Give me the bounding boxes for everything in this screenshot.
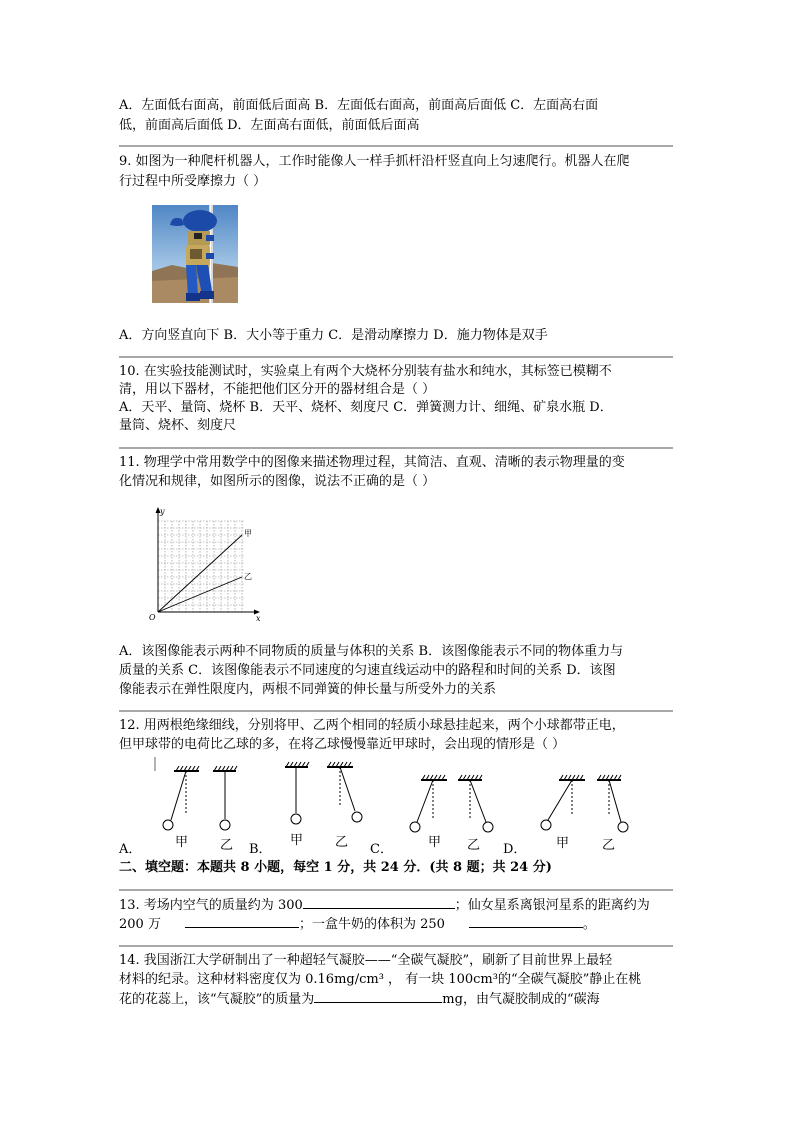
- q9-options: A．方向竖直向下 B．大小等于重力 C．是滑动摩擦力 D．施力物体是双手: [119, 328, 548, 343]
- q11-stem-line2: 化情况和规律，如图所示的图像，说法不正确的是（ ）: [119, 474, 436, 489]
- q11-options-line1: A．该图像能表示两种不同物质的质量与体积的关系 B．该图像能表示不同的物体重力与: [119, 644, 624, 659]
- q14-line3: [119, 989, 679, 1010]
- x-axis-label: x: [256, 614, 261, 623]
- option-a-figure: [155, 757, 237, 830]
- option-d-ball-jia: 甲: [556, 836, 570, 851]
- q14-text-1: 花的花蕊上，该“气凝胶”的质量为: [119, 992, 315, 1007]
- option-b-figure: [285, 762, 362, 824]
- q13-answer-blank-2[interactable]: [185, 914, 299, 928]
- option-d-ball-yi: 乙: [602, 838, 616, 853]
- graph-grid: [158, 521, 244, 612]
- q13-line1: [119, 895, 679, 916]
- divider: [119, 356, 673, 358]
- q12-option-c-label: C．: [370, 842, 393, 857]
- q8-options-line1: A．左面低右面高，前面低后面高 B．左面低右面高，前面高后面低 C．左面高右面: [119, 98, 599, 113]
- option-a-ball-yi: 乙: [220, 838, 234, 853]
- q14-answer-blank-1[interactable]: [314, 989, 442, 1003]
- q10-stem-line2: 清，用以下器材，不能把他们区分开的器材组合是（ ）: [119, 382, 436, 397]
- q13-text-1: 13. 考场内空气的质量约为 300: [119, 898, 303, 913]
- q9-stem-line1: 9. 如图为一种爬杆机器人，工作时能像人一样手抓杆沿杆竖直向上匀速爬行。机器人在爬: [119, 154, 630, 169]
- origin-label: O: [149, 613, 156, 622]
- q13-text-2: ；仙女星系离银河星系的距离约为: [454, 898, 650, 913]
- q12-stem-line2: 但甲球带的电荷比乙球的多，在将乙球慢慢靠近甲球时，会出现的情形是（ ）: [119, 737, 566, 752]
- q10-options-line1: A．天平、量筒、烧杯 B．天平、烧杯、刻度尺 C．弹簧测力计、细绳、矿泉水瓶 D．: [119, 400, 613, 415]
- option-c-figure: [410, 775, 493, 832]
- q12-option-a-label: A．: [119, 842, 142, 857]
- q10-options-line2: 量筒、烧杯、刻度尺: [119, 418, 237, 433]
- line-jia-label: 甲: [244, 529, 252, 538]
- q12-option-d-label: D．: [503, 842, 527, 857]
- q10-stem-line1: 10. 在实验技能测试时，实验桌上有两个大烧杯分别装有盐水和纯水，其标签已模糊不: [119, 364, 612, 379]
- divider: [119, 145, 673, 147]
- q14-line1: 14. 我国浙江大学研制出了一种超轻气凝胶——“全碳气凝胶”，刷新了目前世界上最轻: [119, 953, 613, 968]
- y-axis-label: y: [160, 507, 165, 516]
- q13-answer-blank-1[interactable]: [303, 895, 455, 909]
- option-a-ball-jia: 甲: [175, 835, 189, 850]
- option-b-ball-yi: 乙: [335, 835, 349, 850]
- q13-line2: [119, 914, 679, 935]
- q13-text-5: 。: [582, 917, 596, 932]
- option-d-figure: [541, 775, 628, 832]
- q9-stem-line2: 行过程中所受摩擦力（ ）: [119, 174, 267, 189]
- climbing-robot-photo: [152, 205, 238, 303]
- q12-pendulum-figures: [115, 756, 675, 856]
- q13-answer-blank-3[interactable]: [469, 914, 583, 928]
- q11-options-line2: 质量的关系 C．该图像能表示不同速度的匀速直线运动中的路程和时间的关系 D．该图: [119, 663, 616, 678]
- q11-graph: [146, 505, 266, 623]
- option-c-ball-yi: 乙: [467, 838, 481, 853]
- section-heading: 二、填空题：本题共 8 小题，每空 1 分，共 24 分．(共 8 题；共 24 分): [119, 860, 552, 875]
- q8-options-line2: 低，前面高后面低 D．左面高右面低，前面低后面高: [119, 118, 420, 133]
- q14-line2: 材料的纪录。这种材料密度仅为 0.16mg/cm³ ， 有一块 100cm³的“全碳气凝胶”静止在桃: [119, 972, 642, 987]
- line-yi-label: 乙: [244, 572, 252, 581]
- divider: [119, 447, 673, 449]
- q12-stem-line1: 12. 用两根绝缘细线，分别将甲、乙两个相同的轻质小球悬挂起来，两个小球都带正电，: [119, 718, 625, 733]
- q11-stem-line1: 11. 物理学中常用数学中的图像来描述物理过程，其简洁、直观、清晰的表示物理量的变: [119, 455, 625, 470]
- divider: [119, 889, 673, 891]
- divider: [119, 945, 673, 947]
- q13-text-4: ；一盒牛奶的体积为 250: [298, 917, 445, 932]
- option-b-ball-jia: 甲: [290, 833, 304, 848]
- option-c-ball-jia: 甲: [428, 835, 442, 850]
- q14-text-2: mg，由气凝胶制成的“碳海: [442, 992, 600, 1007]
- q12-option-b-label: B．: [249, 842, 272, 857]
- q11-options-line3: 像能表示在弹性限度内，两根不同弹簧的伸长量与所受外力的关系: [119, 682, 497, 697]
- q13-text-3: 200 万: [119, 917, 161, 932]
- divider: [119, 710, 673, 712]
